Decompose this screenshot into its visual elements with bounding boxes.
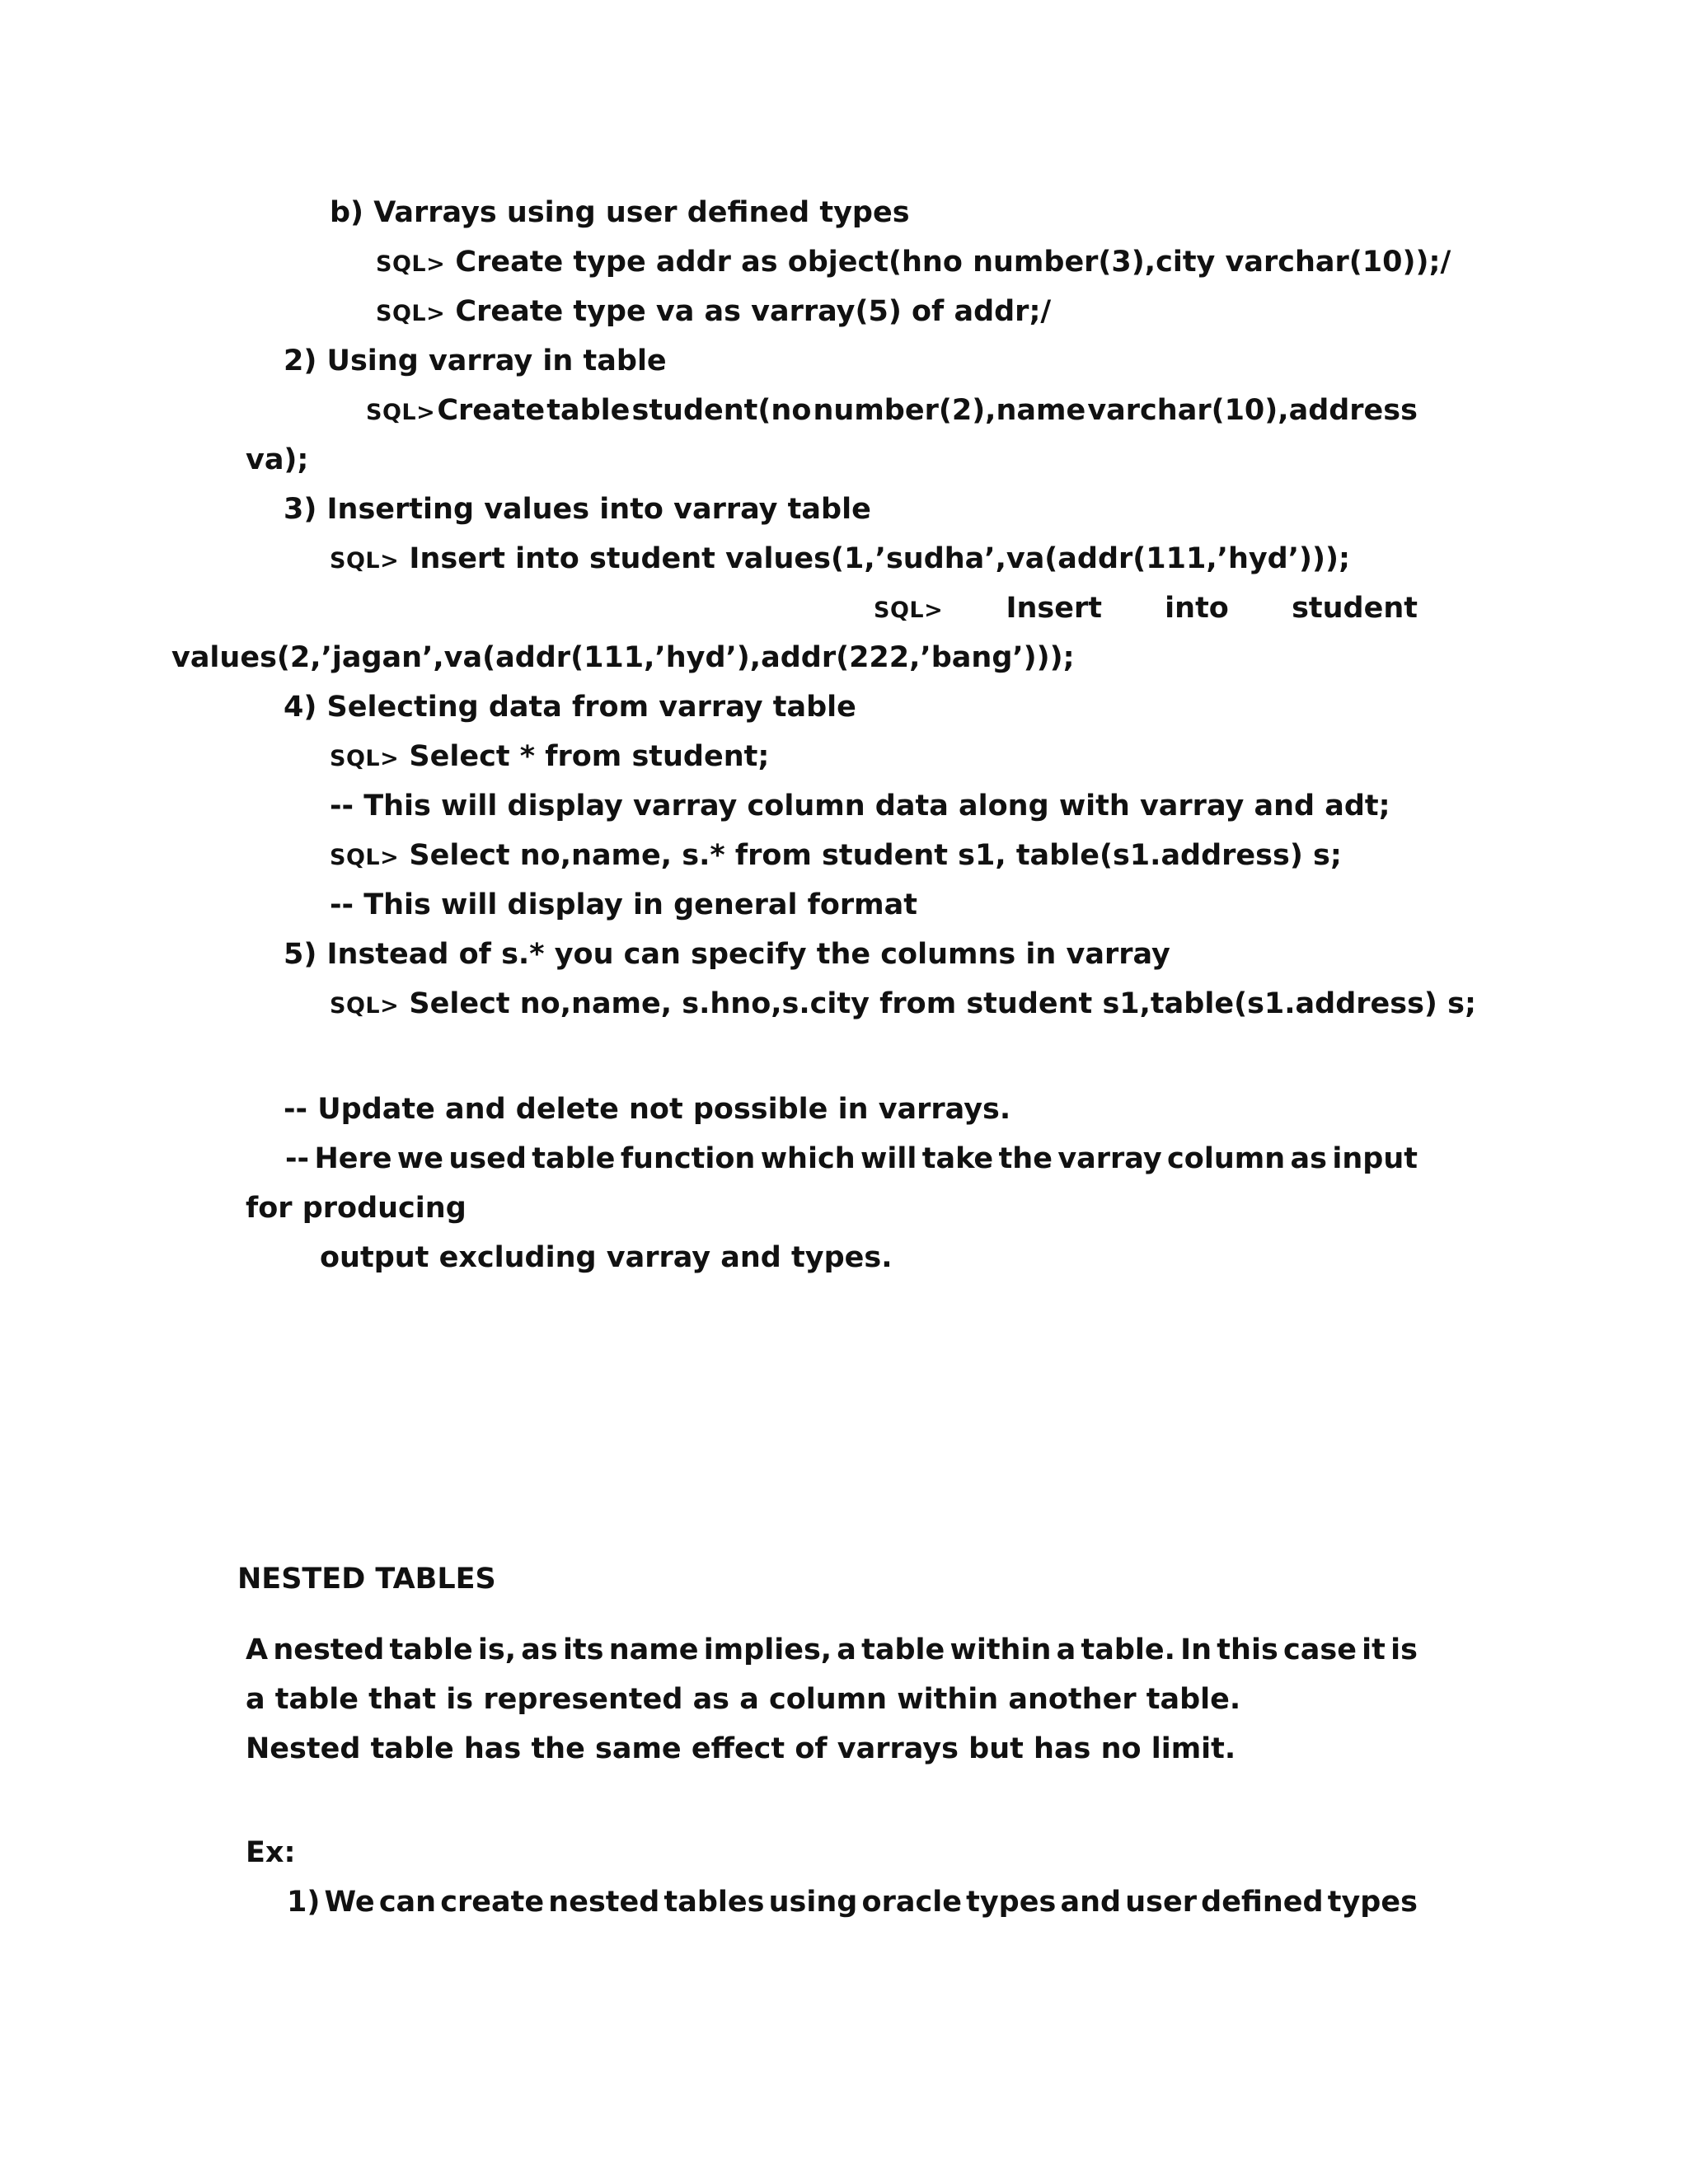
para-word: table bbox=[389, 1633, 473, 1666]
item-word: create bbox=[440, 1886, 545, 1919]
para-word: implies, bbox=[703, 1633, 832, 1666]
note-output-excluding: output excluding varray and types. bbox=[320, 1241, 893, 1274]
para-word: within bbox=[950, 1633, 1052, 1666]
note-word: column bbox=[1167, 1142, 1286, 1175]
note-word: used bbox=[448, 1142, 527, 1175]
comment-general-format: -- This will display in general format bbox=[330, 888, 917, 921]
code-word: Insert bbox=[1006, 592, 1102, 625]
note-word: function bbox=[620, 1142, 756, 1175]
para-word: nested bbox=[273, 1633, 385, 1666]
sql-prompt: SQL> bbox=[330, 548, 400, 574]
note-word: table bbox=[532, 1142, 616, 1175]
heading-varrays-user-types: b) Varrays using user defined types bbox=[330, 196, 910, 229]
para-word: table bbox=[861, 1633, 945, 1666]
note-word: we bbox=[396, 1142, 443, 1175]
item-word: defined bbox=[1201, 1886, 1324, 1919]
nested-para-line-2: a table that is represented as a column within another table. bbox=[246, 1683, 1241, 1716]
code-word: into bbox=[1165, 592, 1229, 625]
nested-para-line-3: Nested table has the same effect of varrays but has no limit. bbox=[246, 1732, 1236, 1765]
item-word: and bbox=[1060, 1886, 1122, 1919]
item-word: types bbox=[966, 1886, 1057, 1919]
note-word: which bbox=[760, 1142, 856, 1175]
heading-instead-of: 5) Instead of s.* you can specify the columns in varray bbox=[284, 938, 1170, 971]
code-word: table bbox=[546, 394, 631, 427]
item-word: using bbox=[768, 1886, 858, 1919]
item-word: user bbox=[1125, 1886, 1197, 1919]
para-word: a bbox=[837, 1633, 856, 1666]
para-word: it bbox=[1362, 1633, 1386, 1666]
sql-prompt: SQL> bbox=[376, 251, 446, 277]
code-word: varchar(10),address bbox=[1087, 394, 1418, 427]
note-table-function bbox=[285, 1141, 1418, 1177]
code-line-create-student-cont: va); bbox=[246, 443, 309, 476]
code-text: Select * from student; bbox=[409, 740, 770, 773]
para-word: case bbox=[1283, 1633, 1357, 1666]
code-text: Insert into student values(1,’sudha’,va(addr(111,’hyd’))); bbox=[409, 542, 1351, 575]
code-text: Create type va as varray(5) of addr;/ bbox=[455, 295, 1052, 328]
code-line-select-all bbox=[330, 738, 769, 777]
sql-prompt: SQL> bbox=[330, 746, 400, 771]
note-word: varray bbox=[1057, 1142, 1162, 1175]
sql-prompt: SQL> bbox=[376, 301, 446, 326]
item-word: can bbox=[378, 1886, 437, 1919]
code-line-insert-2 bbox=[874, 590, 1418, 629]
item-word: nested bbox=[548, 1886, 660, 1919]
item-word: tables bbox=[663, 1886, 765, 1919]
note-word: Here bbox=[314, 1142, 392, 1175]
para-word: is, bbox=[477, 1633, 517, 1666]
item-word: types bbox=[1327, 1886, 1418, 1919]
heading-selecting-data: 4) Selecting data from varray table bbox=[284, 691, 856, 724]
code-word: number(2),name bbox=[813, 394, 1086, 427]
code-word: student bbox=[1292, 592, 1418, 625]
code-word: student(no bbox=[631, 394, 812, 427]
comment-display-varray: -- This will display varray column data along with varray and adt; bbox=[330, 790, 1390, 823]
code-text: Select no,name, s.hno,s.city from student s1,table(s1.address) s; bbox=[409, 987, 1476, 1020]
example-label: Ex: bbox=[246, 1836, 296, 1869]
para-word: table. bbox=[1081, 1633, 1175, 1666]
para-word: name bbox=[608, 1633, 699, 1666]
code-line-select-cols bbox=[330, 986, 1476, 1024]
nested-para-line-1 bbox=[246, 1632, 1418, 1668]
heading-using-varray: 2) Using varray in table bbox=[284, 344, 667, 377]
code-line-create-addr bbox=[376, 244, 1451, 283]
note-word: take bbox=[921, 1142, 994, 1175]
note-update-delete: -- Update and delete not possible in varrays. bbox=[284, 1093, 1011, 1126]
code-line-create-va bbox=[376, 293, 1051, 332]
para-word: a bbox=[1056, 1633, 1076, 1666]
para-word: In bbox=[1180, 1633, 1212, 1666]
heading-inserting-values: 3) Inserting values into varray table bbox=[284, 493, 871, 526]
para-word: as bbox=[521, 1633, 558, 1666]
nested-item-1 bbox=[287, 1884, 1418, 1920]
code-line-insert-2-cont: values(2,’jagan’,va(addr(111,’hyd’),addr(222,’bang’))); bbox=[171, 641, 1075, 674]
code-text: Create type addr as object(hno number(3),city varchar(10));/ bbox=[455, 246, 1451, 279]
para-word: its bbox=[562, 1633, 604, 1666]
sql-prompt: SQL> bbox=[330, 845, 400, 870]
sql-prompt: SQL> bbox=[366, 400, 436, 425]
code-text: Select no,name, s.* from student s1, table(s1.address) s; bbox=[409, 839, 1342, 872]
item-word: 1) bbox=[287, 1886, 321, 1919]
note-word: will bbox=[860, 1142, 917, 1175]
sql-prompt: SQL> bbox=[874, 598, 944, 623]
note-word: as bbox=[1290, 1142, 1327, 1175]
code-line-create-student bbox=[366, 392, 1418, 431]
para-word: this bbox=[1217, 1633, 1278, 1666]
para-word: is bbox=[1390, 1633, 1418, 1666]
note-word: the bbox=[998, 1142, 1053, 1175]
code-line-select-table bbox=[330, 837, 1342, 876]
code-word: Create bbox=[437, 394, 546, 427]
para-word: A bbox=[246, 1633, 269, 1666]
item-word: We bbox=[324, 1886, 375, 1919]
section-title-nested-tables: NESTED TABLES bbox=[237, 1563, 496, 1596]
sql-prompt: SQL> bbox=[330, 993, 400, 1019]
code-line-insert-1 bbox=[330, 541, 1350, 579]
note-word: -- bbox=[285, 1142, 310, 1175]
note-word: input bbox=[1332, 1142, 1418, 1175]
note-table-function-cont: for producing bbox=[246, 1192, 467, 1225]
item-word: oracle bbox=[861, 1886, 962, 1919]
